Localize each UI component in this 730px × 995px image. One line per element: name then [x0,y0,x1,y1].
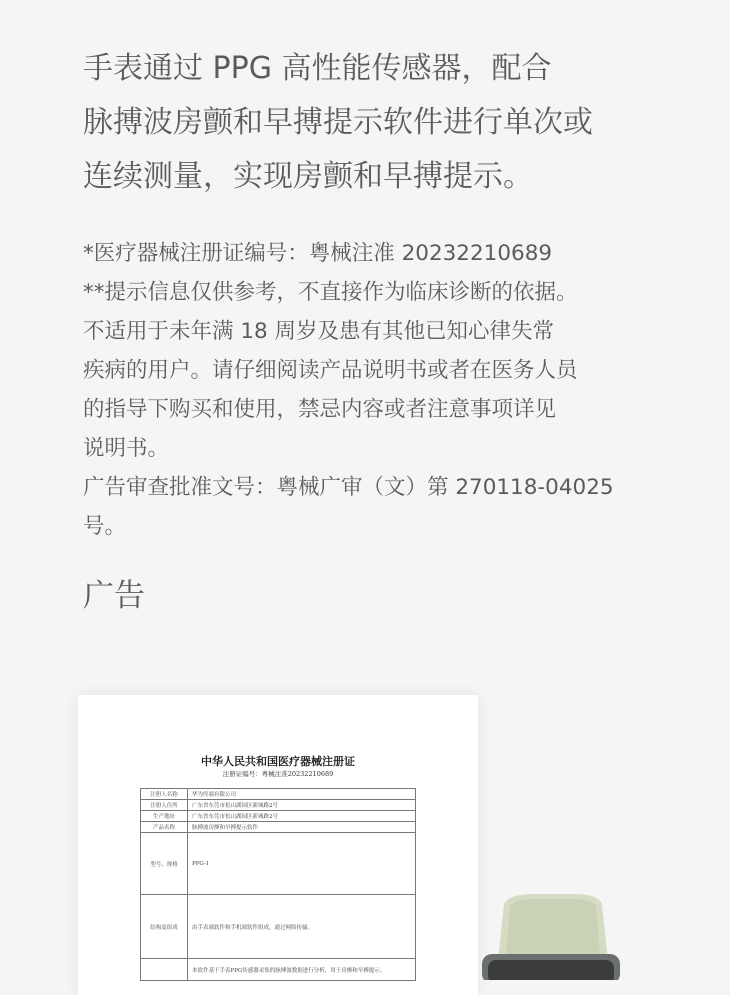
notes-line: 疾病的用户。请仔细阅读产品说明书或者在医务人员 [83,358,578,383]
row-key: 生产地址 [141,811,188,822]
notes-line: 说明书。 [83,436,170,461]
row-key: 结构及组成 [141,895,188,959]
certificate-table [140,788,416,981]
notes-line: 号。 [83,514,127,539]
table-row [141,895,416,959]
intro-paragraph [83,42,703,204]
disclaimer-notes [83,234,703,546]
row-key [141,959,188,981]
row-key: 产品名称 [141,822,188,833]
notes-line: 的指导下购买和使用，禁忌内容或者注意事项详见 [83,397,557,422]
table-row [141,789,416,800]
row-value: 本软件基于手表PPG传感器采集的脉搏波数据进行分析，用于房颤和早搏提示。 [188,959,416,981]
row-key: 注册人住所 [141,800,188,811]
registration-certificate-image[interactable] [78,695,478,995]
row-value: 由手表端软件和手机端软件组成，通过网络传输。 [188,895,416,959]
row-value: 华为终端有限公司 [188,789,416,800]
table-row [141,800,416,811]
row-value: 广东省东莞市松山湖园区新城路2号 [188,811,416,822]
notes-line: 不适用于未年满 18 周岁及患有其他已知心律失常 [83,319,555,344]
table-row [141,811,416,822]
table-row [141,833,416,895]
ad-label: 广告 [83,578,145,614]
registration-number-note: *医疗器械注册证编号：粤械注准 20232210689 [83,241,553,266]
intro-line: 脉搏波房颤和早搏提示软件进行单次或 [83,105,593,140]
row-key: 注册人名称 [141,789,188,800]
table-row [141,822,416,833]
table-row [141,959,416,981]
intro-line: 手表通过 PPG 高性能传感器，配合 [83,51,552,86]
row-key: 型号、规格 [141,833,188,895]
notes-line: **提示信息仅供参考，不直接作为临床诊断的依据。 [83,280,578,305]
row-value: 脉搏波房颤和早搏提示软件 [188,822,416,833]
certificate-subtitle: 注册证编号：粤械注准20232210689 [222,770,334,778]
intro-line: 连续测量，实现房颤和早搏提示。 [83,159,533,194]
row-value: PPG-1 [188,833,416,895]
row-value: 广东省东莞市松山湖园区新城路2号 [188,800,416,811]
certificate-title: 中华人民共和国医疗器械注册证 [201,755,355,768]
ad-approval-number: 广告审查批准文号：粤械广审（文）第 270118-04025 [83,475,614,500]
smartwatch-image [476,890,626,980]
